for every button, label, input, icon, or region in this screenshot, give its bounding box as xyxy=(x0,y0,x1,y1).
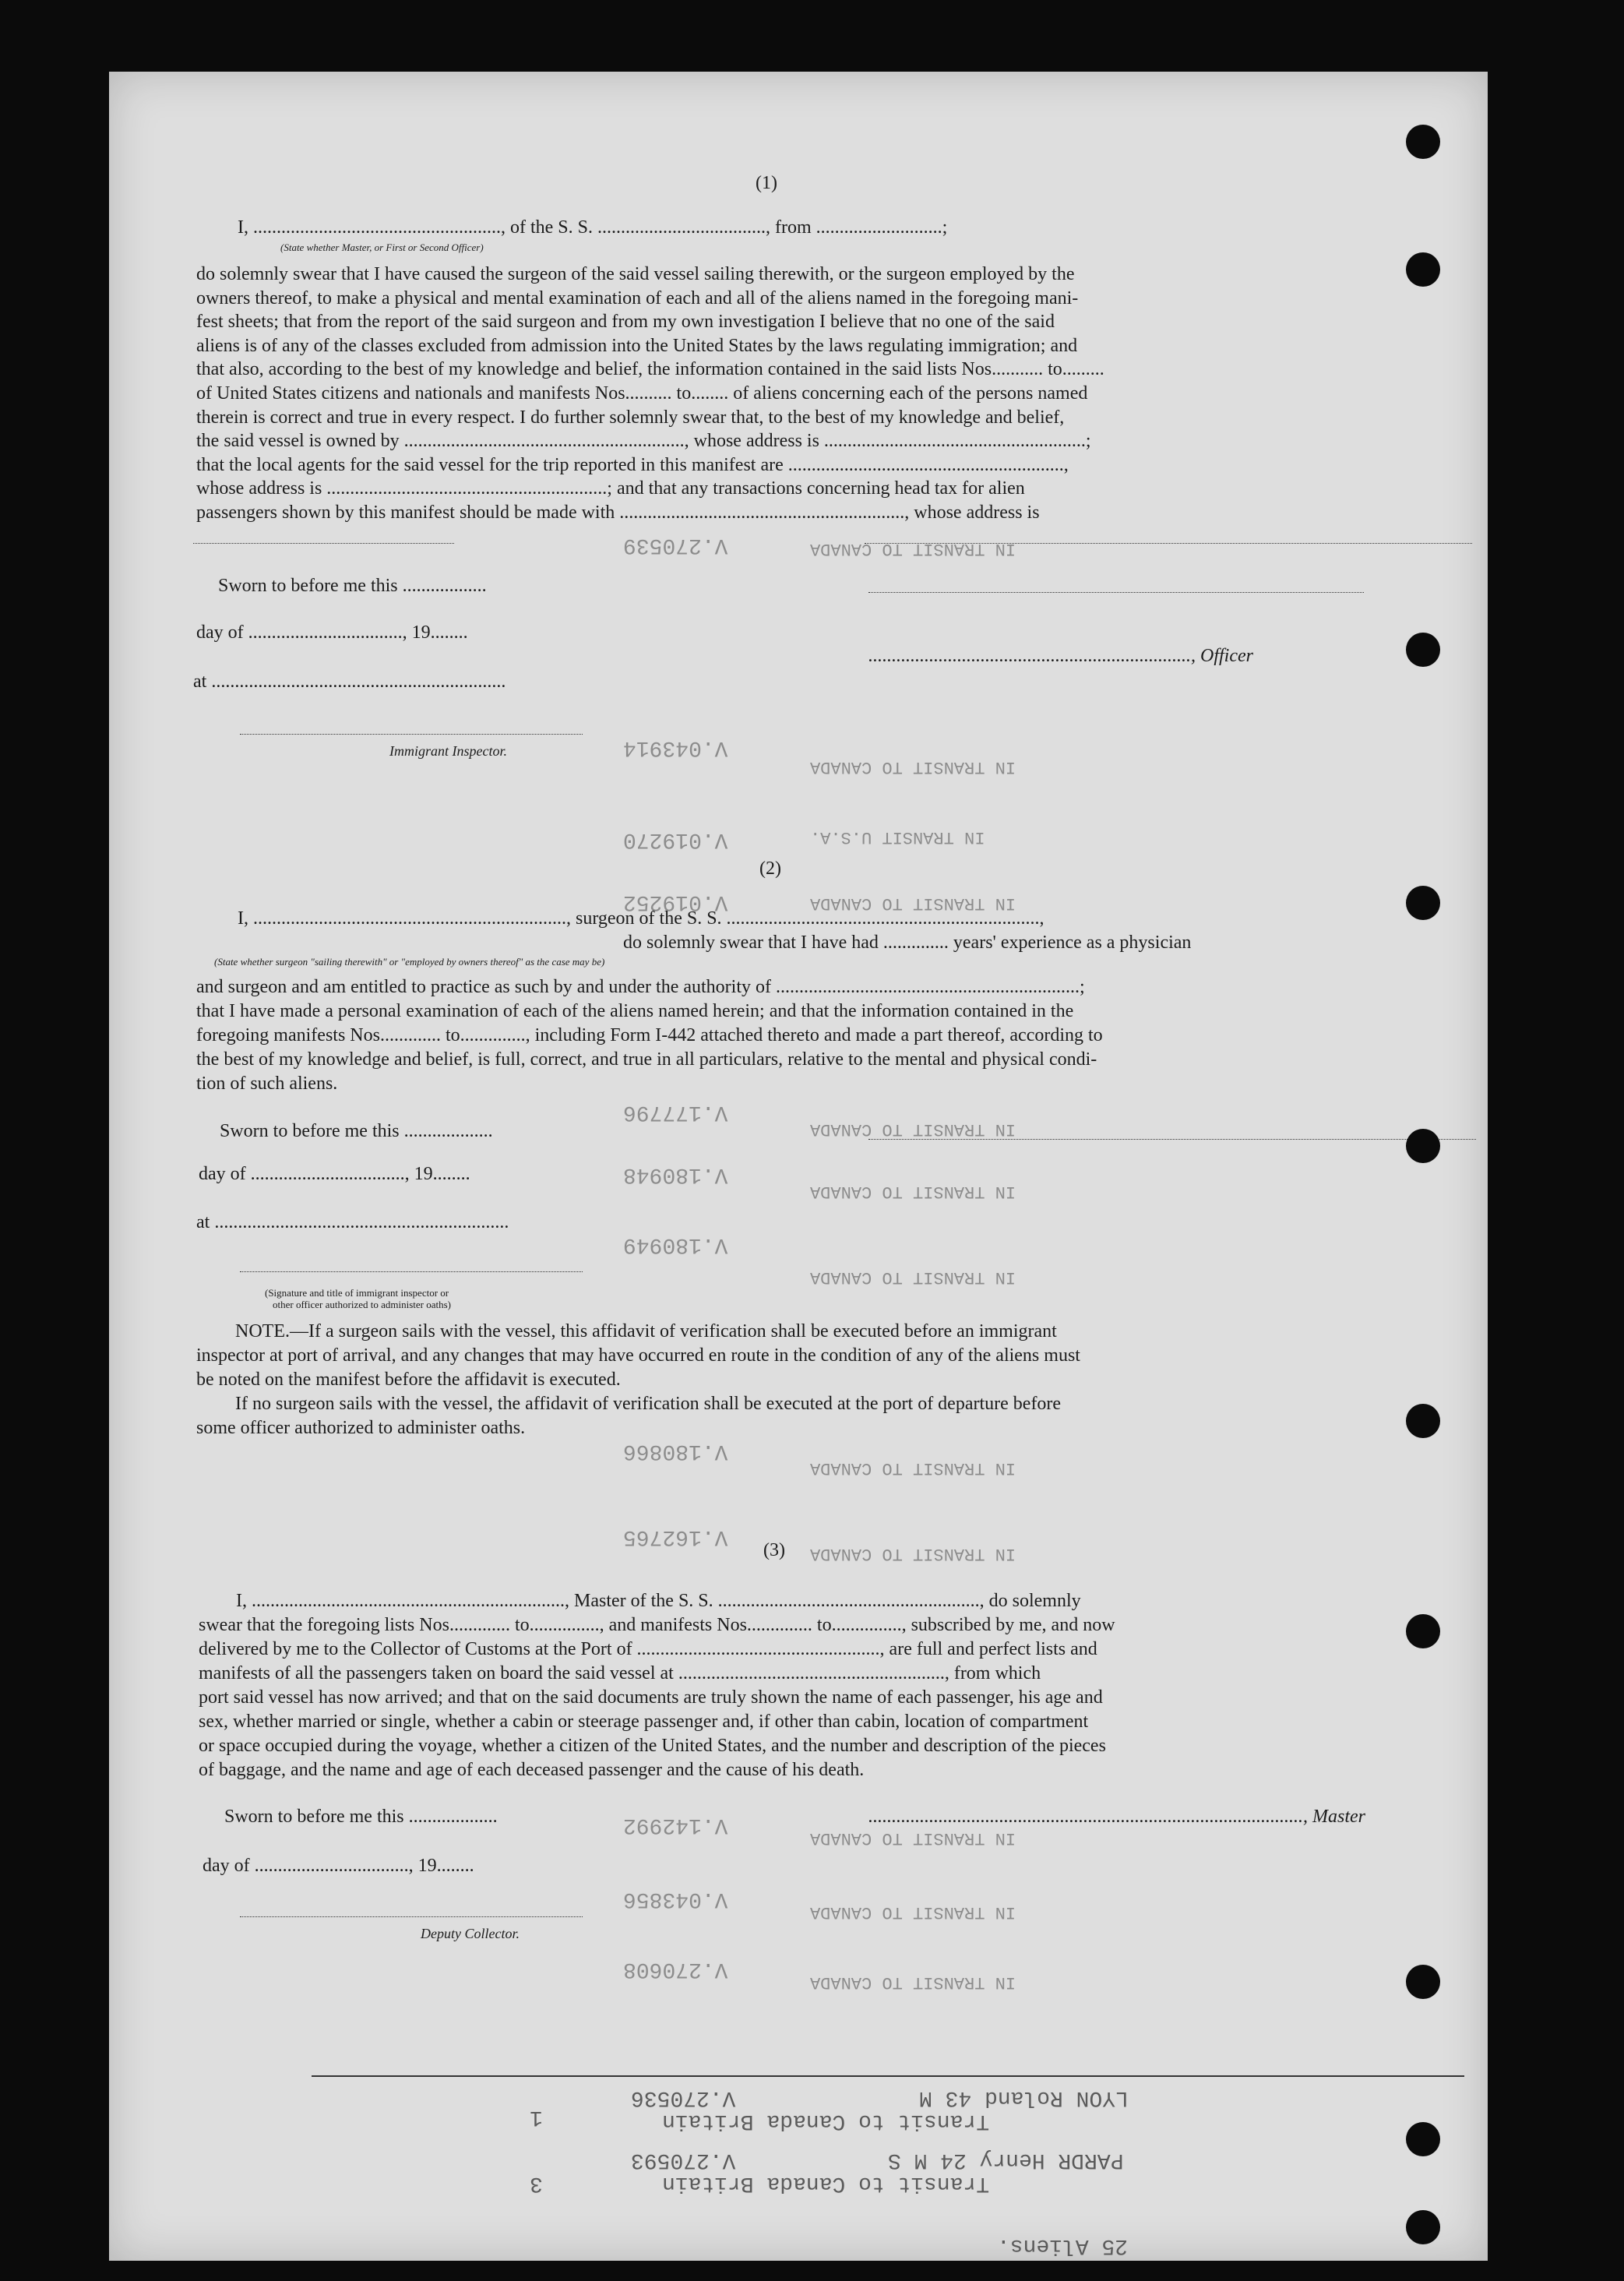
bleed-row-dest: IN TRANSIT TO CANADA xyxy=(810,1902,1016,1922)
master-title: Master xyxy=(1312,1807,1365,1827)
bleed-row-dest: IN TRANSIT TO CANADA xyxy=(810,1973,1016,1992)
punch-hole xyxy=(1406,1129,1440,1163)
surgeon-note: (State whether surgeon "sailing therewith" or "employed by owners thereof" as the case may be) xyxy=(214,956,605,968)
inspector-label: Immigrant Inspector. xyxy=(389,743,507,759)
bleed-row-dest: IN TRANSIT U.S.A. xyxy=(810,827,985,847)
punch-hole xyxy=(1406,1965,1440,1999)
divider xyxy=(312,2075,1464,2077)
bleed-row-dest: IN TRANSIT TO CANADA xyxy=(810,757,1016,777)
passenger-lyon-id: V.270536 xyxy=(631,2085,736,2110)
officer-dots: ....................................................................., xyxy=(868,646,1196,666)
day-of-label: day of ................................., 19........ xyxy=(203,1856,474,1876)
passenger-lyon: LYON Roland 43 M xyxy=(919,2085,1129,2110)
at-label: at ............................................................... xyxy=(196,1212,509,1232)
punch-hole xyxy=(1406,1614,1440,1648)
section-number: (2) xyxy=(759,858,781,879)
aliens-total: 25 Aliens. xyxy=(997,2233,1129,2258)
oath-line xyxy=(193,543,454,544)
signature-line xyxy=(240,1271,583,1272)
sworn-label: Sworn to before me this ................... xyxy=(224,1807,498,1827)
signature-line xyxy=(240,734,583,735)
signature-note: (Signature and title of immigrant inspector or xyxy=(265,1287,449,1299)
punch-hole xyxy=(1406,633,1440,667)
day-of-label: day of ................................., 19........ xyxy=(196,622,468,643)
bleed-row-dest: IN TRANSIT TO CANADA xyxy=(810,894,1016,913)
section2-paragraph: and surgeon and am entitled to practice as such by and under the authority of .................................................................; that I have made a personal examination of each of the aliens named herein; and that the information contained in the foregoing manifests Nos............. to.............., including Form I-442 attached thereto and made a part thereof, according to the best of my knowledge and belief, is full, correct, and true in all particulars, relative to the mental and physical condi- tion of such aliens. xyxy=(196,977,1103,1094)
master-note: (State whether Master, or First or Second Officer) xyxy=(280,241,484,253)
surgeon-experience-line: do solemnly swear that I have had .............. years' experience as a physician xyxy=(623,932,1192,953)
section-number: (1) xyxy=(756,173,777,193)
signature-note: other officer authorized to administer oaths) xyxy=(273,1299,451,1310)
bleed-row-dest: IN TRANSIT TO CANADA xyxy=(810,1119,1016,1139)
bleed-row: V.043856 xyxy=(623,1887,728,1911)
bleed-row: V.270539 xyxy=(623,533,728,557)
bleed-row-dest: IN TRANSIT TO CANADA xyxy=(810,1828,1016,1848)
sworn-label: Sworn to before me this .................. xyxy=(218,576,487,596)
passenger-pardr-dest: Transit to Canada Britain xyxy=(662,2171,990,2195)
punch-hole xyxy=(1406,886,1440,920)
bleed-row: V.177796 xyxy=(623,1100,728,1124)
surgeon-line: I, ..................................................................., surgeon of the S. S. ..................................................................., xyxy=(238,908,1045,929)
punch-hole xyxy=(1406,2122,1440,2156)
bleed-row: V.019270 xyxy=(623,827,728,851)
bleed-row: V.162765 xyxy=(623,1525,728,1549)
sworn-label: Sworn to before me this ................... xyxy=(220,1121,493,1141)
punch-hole xyxy=(1406,2210,1440,2244)
signature-line xyxy=(868,1139,1476,1140)
bleed-row-dest: IN TRANSIT TO CANADA xyxy=(810,1458,1016,1478)
bleed-row: V.142992 xyxy=(623,1813,728,1837)
passenger-lyon-num: 1 xyxy=(530,2105,543,2129)
bleed-row-dest: IN TRANSIT TO CANADA xyxy=(810,1544,1016,1564)
document-page xyxy=(109,72,1488,2261)
bleed-row-dest: IN TRANSIT TO CANADA xyxy=(810,539,1016,559)
punch-hole xyxy=(1406,252,1440,287)
signature-line xyxy=(865,543,1472,544)
bleed-row: V.270608 xyxy=(623,1957,728,1981)
passenger-pardr: PARDR Henry 24 M S xyxy=(888,2148,1124,2172)
note-paragraph: NOTE.—If a surgeon sails with the vessel, this affidavit of verification shall be executed before an immigrant inspector at port of arrival, and any changes that may have occurred en route in the condition of any of the aliens must be noted on the manifest before the affidavit is executed. If no surgeon sails with the vessel, the affidavit of verification shall be executed at the port of departure before some officer authorized to administer oaths. xyxy=(196,1321,1080,1438)
officer-label xyxy=(868,644,1253,668)
bleed-row: V.019252 xyxy=(623,890,728,914)
signature-line xyxy=(868,592,1364,593)
bleed-row: V.180949 xyxy=(623,1232,728,1257)
bleed-row: V.180866 xyxy=(623,1439,728,1463)
at-label: at ............................................................... xyxy=(193,672,506,692)
bleed-row: V.043914 xyxy=(623,735,728,760)
section-number: (3) xyxy=(763,1540,785,1560)
master-dots: ............................................................................................., xyxy=(868,1807,1308,1827)
officer-title: Officer xyxy=(1200,646,1253,666)
punch-hole xyxy=(1406,125,1440,159)
collector-label: Deputy Collector. xyxy=(421,1926,520,1941)
master-signature xyxy=(868,1805,1365,1828)
signature-line xyxy=(240,1916,583,1917)
bleed-row-dest: IN TRANSIT TO CANADA xyxy=(810,1182,1016,1201)
bleed-row: V.180948 xyxy=(623,1162,728,1186)
section1-paragraph: do solemnly swear that I have caused the surgeon of the said vessel sailing therewith, or the surgeon employed by the owners thereof, to make a physical and mental examination of each and all of the aliens named in the foregoing mani- fest sheets; that from the report of the said surgeon and from my own investigation I believe that no one of the said aliens is of any of the classes excluded from admission into the United States by the laws regulating immigration; and that also, according to the best of my knowledge and belief, the information contained in the said lists Nos........... to......... of United States citizens and nationals and manifests Nos.......... to........ of aliens concerning each of the persons named therein is correct and true in every respect. I do further solemnly swear that, to the best of my knowledge and belief, the said vessel is owned by ............................................................, whose address is ........................................................; that the local agents for the said vessel for the trip reported in this manifest are ..........................................................., whose address is ............................................................; and that any transactions concerning head tax for alien passengers shown by this manifest should be made with ............................................................., whose address is xyxy=(196,264,1104,523)
passenger-lyon-dest: Transit to Canada Britain xyxy=(662,2109,990,2133)
bleed-row-dest: IN TRANSIT TO CANADA xyxy=(810,1267,1016,1287)
day-of-label: day of ................................., 19........ xyxy=(199,1164,470,1184)
punch-hole xyxy=(1406,1404,1440,1438)
passenger-pardr-num: 3 xyxy=(530,2171,543,2195)
master-line: I, ....................................................., of the S. S. ...................................., from ...........................; xyxy=(238,217,948,238)
passenger-pardr-id: V.270593 xyxy=(631,2148,736,2172)
section3-paragraph: I, ..................................................................., Master of the S. S. ........................................................, do solemnly swear that the foregoing lists Nos............. to..............., and manifests Nos.............. to..............., subscribed by me, and now delivered by me to the Collector of Customs at the Port of ...................................................., are full and perfect lists and manifests of all the passengers taken on board the said vessel at ........................................................., from which port said vessel has now arrived; and that on the said documents are truly shown the name of each passenger, his age and sex, whether married or single, whether a cabin or steerage passenger and, if other than cabin, location of compartment or space occupied during the voyage, whether a citizen of the United States, and the number and description of the pieces of baggage, and the name and age of each deceased passenger and the cause of his death. xyxy=(199,1591,1115,1780)
